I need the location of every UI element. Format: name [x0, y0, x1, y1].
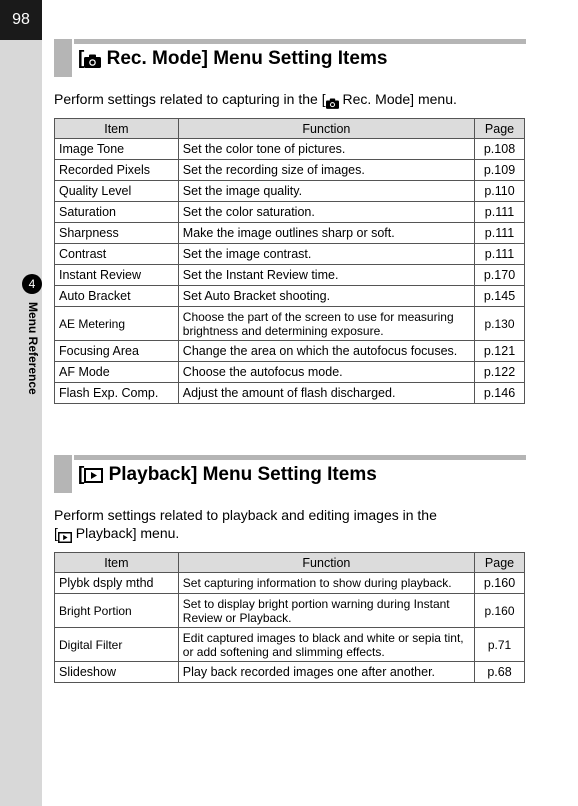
table-row: [55, 307, 525, 341]
title-suffix: Playback] Menu Setting Items: [103, 464, 377, 485]
rec-mode-heading: [54, 39, 526, 77]
page-cell: p.71: [475, 628, 525, 662]
heading-rule: [74, 39, 526, 44]
title-suffix: Rec. Mode] Menu Setting Items: [101, 48, 388, 69]
chapter-sidebar: [0, 0, 42, 806]
function-cell: Set the recording size of images.: [178, 160, 474, 181]
page-cell: p.160: [475, 594, 525, 628]
item-cell: Recorded Pixels: [55, 160, 179, 181]
column-header-function: Function: [178, 119, 474, 139]
table-row: [55, 181, 525, 202]
playback-title: [78, 464, 377, 486]
page-cell: p.111: [475, 202, 525, 223]
function-cell: Set the Instant Review time.: [178, 265, 474, 286]
intro-prefix: [: [54, 525, 58, 541]
play-icon: [58, 529, 72, 540]
table-row: [55, 286, 525, 307]
function-cell: Set the image contrast.: [178, 244, 474, 265]
page-cell: p.111: [475, 223, 525, 244]
function-cell: Change the area on which the autofocus focuses.: [178, 341, 474, 362]
page-cell: p.110: [475, 181, 525, 202]
function-cell: Choose the autofocus mode.: [178, 362, 474, 383]
intro-suffix: Rec. Mode] menu.: [338, 91, 457, 107]
playback-heading: [54, 455, 526, 493]
table-row: [55, 383, 525, 404]
item-cell: Bright Portion: [55, 594, 179, 628]
item-cell: Quality Level: [55, 181, 179, 202]
table-row: [55, 341, 525, 362]
item-cell: Plybk dsply mthd: [55, 573, 179, 594]
page-cell: p.121: [475, 341, 525, 362]
function-cell: Adjust the amount of flash discharged.: [178, 383, 474, 404]
table-header-row: [55, 119, 525, 139]
function-cell: Set the image quality.: [178, 181, 474, 202]
table-header-row: [55, 553, 525, 573]
page-number: 98: [0, 0, 42, 40]
function-cell: Set Auto Bracket shooting.: [178, 286, 474, 307]
function-cell: Set to display bright portion warning during Instant Review or Playback.: [178, 594, 474, 628]
function-cell: Choose the part of the screen to use for measuring brightness and determining exposure.: [178, 307, 474, 341]
table-row: [55, 265, 525, 286]
column-header-page: Page: [475, 553, 525, 573]
page-cell: p.68: [475, 662, 525, 683]
function-cell: Set the color tone of pictures.: [178, 139, 474, 160]
page-cell: p.108: [475, 139, 525, 160]
heading-block: [54, 455, 72, 493]
play-icon: [84, 467, 103, 482]
intro-prefix: Perform settings related to capturing in the [: [54, 91, 326, 107]
item-cell: Flash Exp. Comp.: [55, 383, 179, 404]
page-cell: p.122: [475, 362, 525, 383]
camera-icon: [84, 52, 101, 66]
function-cell: Set capturing information to show during playback.: [178, 573, 474, 594]
column-header-item: Item: [55, 119, 179, 139]
column-header-function: Function: [178, 553, 474, 573]
item-cell: Image Tone: [55, 139, 179, 160]
function-cell: Make the image outlines sharp or soft.: [178, 223, 474, 244]
page-cell: p.130: [475, 307, 525, 341]
item-cell: Digital Filter: [55, 628, 179, 662]
heading-rule: [74, 455, 526, 460]
function-cell: Play back recorded images one after another.: [178, 662, 474, 683]
item-cell: AF Mode: [55, 362, 179, 383]
item-cell: Slideshow: [55, 662, 179, 683]
rec-mode-title: [78, 48, 387, 70]
intro-suffix: Playback] menu.: [71, 525, 180, 541]
title-prefix: [: [78, 48, 85, 69]
intro-line-2: [54, 524, 437, 542]
camera-icon: [326, 95, 339, 106]
rec-mode-intro: [54, 90, 457, 108]
table-row: [55, 223, 525, 244]
rec-mode-table: [54, 118, 525, 404]
column-header-item: Item: [55, 553, 179, 573]
table-row: [55, 628, 525, 662]
table-row: [55, 160, 525, 181]
table-row: [55, 594, 525, 628]
column-header-page: Page: [475, 119, 525, 139]
table-row: [55, 202, 525, 223]
chapter-number-badge: 4: [22, 274, 42, 294]
page-cell: p.145: [475, 286, 525, 307]
heading-block: [54, 39, 72, 77]
item-cell: Saturation: [55, 202, 179, 223]
title-prefix: [: [78, 464, 85, 485]
table-row: [55, 662, 525, 683]
table-row: [55, 573, 525, 594]
chapter-label: Menu Reference: [26, 302, 40, 395]
playback-intro: [54, 506, 437, 542]
intro-line-1: Perform settings related to playback and editing images in the: [54, 507, 437, 523]
item-cell: Instant Review: [55, 265, 179, 286]
page-cell: p.146: [475, 383, 525, 404]
table-row: [55, 362, 525, 383]
function-cell: Set the color saturation.: [178, 202, 474, 223]
table-row: [55, 244, 525, 265]
item-cell: Auto Bracket: [55, 286, 179, 307]
table-row: [55, 139, 525, 160]
item-cell: Sharpness: [55, 223, 179, 244]
page-cell: p.170: [475, 265, 525, 286]
function-cell: Edit captured images to black and white or sepia tint, or add softening and slimming effects.: [178, 628, 474, 662]
item-cell: AE Metering: [55, 307, 179, 341]
page-cell: p.111: [475, 244, 525, 265]
page-cell: p.109: [475, 160, 525, 181]
item-cell: Focusing Area: [55, 341, 179, 362]
item-cell: Contrast: [55, 244, 179, 265]
playback-table: [54, 552, 525, 683]
page-cell: p.160: [475, 573, 525, 594]
